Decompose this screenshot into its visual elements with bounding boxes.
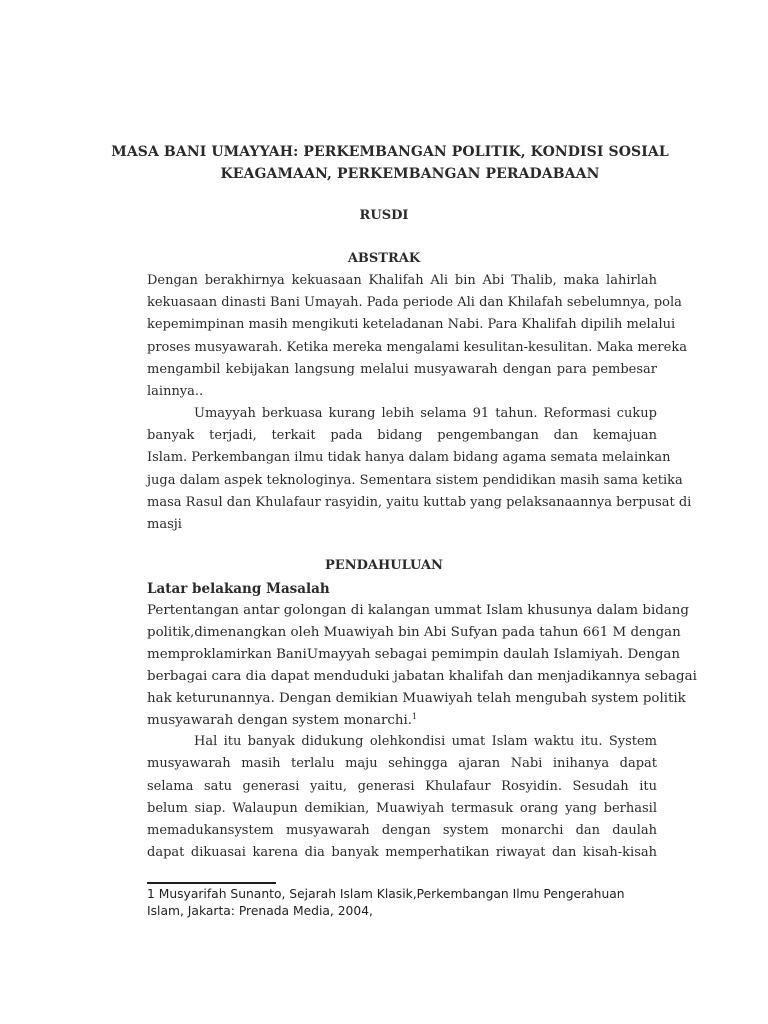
text-line: kekuasaan dinasti Bani Umayah. Pada periode Ali dan Khilafah sebelumnya, pola: [147, 295, 682, 311]
footnote-line: Islam, Jakarta: Prenada Media, 2004,: [147, 904, 373, 918]
text-line: dapat dikuasai karena dia banyak memperhatikan riwayat dan kisah-kisah: [147, 845, 657, 861]
text-line: kepemimpinan masih mengikuti keteladanan Nabi. Para Khalifah dipilih melalui: [147, 317, 676, 333]
author-name: RUSDI: [359, 208, 409, 223]
text-line: masji: [147, 516, 182, 532]
footnote: [147, 886, 667, 920]
text-line: memadukansystem musyawarah dengan system monarchi dan daulah: [147, 823, 657, 839]
text-line: selama satu generasi yaitu, generasi Khulafaur Rosyidin. Sesudah itu: [147, 778, 657, 794]
text-line: musyawarah dengan system monarchi.: [147, 713, 413, 728]
text-line: Dengan berakhirnya kekuasaan Khalifah Ali bin Abi Thalib, maka lahirlah: [147, 273, 657, 288]
text-line: lainnya..: [147, 383, 204, 399]
text-line: politik,dimenangkan oleh Muawiyah bin Abi Sufyan pada tahun 661 M dengan: [147, 625, 681, 640]
document-title-line-1: MASA BANI UMAYYAH: PERKEMBANGAN POLITIK, KONDISI SOSIAL: [111, 144, 669, 160]
section-subheading: Latar belakang Masalah: [147, 581, 330, 597]
footnote-reference[interactable]: 1: [412, 712, 418, 721]
text-line: Hal itu banyak didukung olehkondisi umat Islam waktu itu. System: [194, 734, 657, 749]
text-line: banyak terjadi, terkait pada bidang pengembangan dan kemajuan: [147, 428, 657, 444]
introduction-heading: PENDAHULUAN: [325, 558, 443, 573]
text-line: juga dalam aspek teknologinya. Sementara sistem pendidikan masih sama ketika: [147, 472, 683, 488]
text-line: hak keturunannya. Dengan demikian Muawiyah telah mengubah system politik: [147, 691, 686, 706]
text-line-with-footnote: [147, 710, 657, 732]
text-line: Umayyah berkuasa kurang lebih selama 91 tahun. Reformasi cukup: [194, 406, 657, 421]
document-title-line-2: KEAGAMAAN, PERKEMBANGAN PERADABAAN: [220, 166, 600, 182]
text-line: memproklamirkan BaniUmayyah sebagai pemimpin daulah Islamiyah. Dengan: [147, 647, 681, 662]
text-line: musyawarah masih terlalu maju sehingga ajaran Nabi inihanya dapat: [147, 756, 657, 772]
text-line: mengambil kebijakan langsung melalui musyawarah dengan para pembesar: [147, 361, 657, 377]
text-line: belum siap. Walaupun demikian, Muawiyah termasuk orang yang berhasil: [147, 800, 657, 816]
footnote-line: 1 Musyarifah Sunanto, Sejarah Islam Klasik,Perkembangan Ilmu Pengerahuan: [147, 887, 625, 901]
introduction-paragraph-1: [147, 600, 697, 732]
abstract-paragraph-2: [147, 403, 692, 536]
text-line: Pertentangan antar golongan di kalangan ummat Islam khusunya dalam bidang: [147, 603, 689, 618]
introduction-paragraph-2: [147, 731, 657, 865]
text-line: masa Rasul dan Khulafaur rasyidin, yaitu kuttab yang pelaksanaannya berpusat di: [147, 494, 692, 510]
text-line: Islam. Perkembangan ilmu tidak hanya dalam bidang agama semata melainkan: [147, 450, 671, 466]
text-line: berbagai cara dia dapat menduduki jabatan khalifah dan menjadikannya sebagai: [147, 669, 697, 684]
text-line: proses musyawarah. Ketika mereka mengalami kesulitan-kesulitan. Maka mereka: [147, 339, 687, 355]
abstract-heading: ABSTRAK: [347, 251, 421, 266]
abstract-paragraph-1: [147, 270, 687, 403]
footnote-separator: [147, 882, 276, 884]
